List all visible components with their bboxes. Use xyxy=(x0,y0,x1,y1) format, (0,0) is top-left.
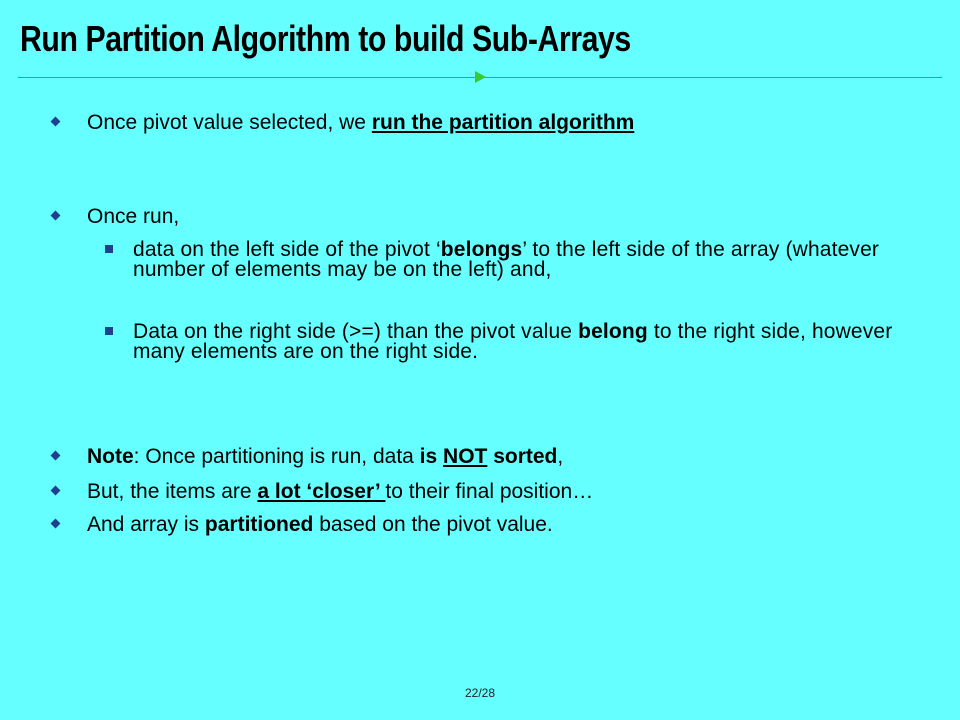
diamond-bullet-icon xyxy=(51,211,61,221)
diamond-bullet-icon xyxy=(51,519,61,529)
bullet-text: And array is partitioned based on the pivot value. xyxy=(87,513,553,536)
bullet-text: Once pivot value selected, we run the partition algorithm xyxy=(87,111,635,134)
sub-bullet-text: data on the left side of the pivot ‘belongs’ to the left side of the array (whatever number of elements may be on the left) and, xyxy=(133,238,880,281)
diamond-bullet-icon xyxy=(51,117,61,127)
sub-bullet-text: Data on the right side (>=) than the pivot value belong to the right side, however many elements are on the right side. xyxy=(133,320,893,363)
square-bullet-icon xyxy=(105,327,113,335)
slide-title: Run Partition Algorithm to build Sub-Arrays xyxy=(20,18,631,59)
bullet-text: But, the items are a lot ‘closer’ to their final position… xyxy=(87,480,594,503)
page-number: 22/28 xyxy=(464,686,496,700)
bullet-text: Note: Once partitioning is run, data is NOT sorted, xyxy=(87,445,564,468)
diamond-bullet-icon xyxy=(51,451,61,461)
bullet-text: Once run, xyxy=(87,205,180,228)
square-bullet-icon xyxy=(105,245,113,253)
diamond-bullet-icon xyxy=(51,486,61,496)
